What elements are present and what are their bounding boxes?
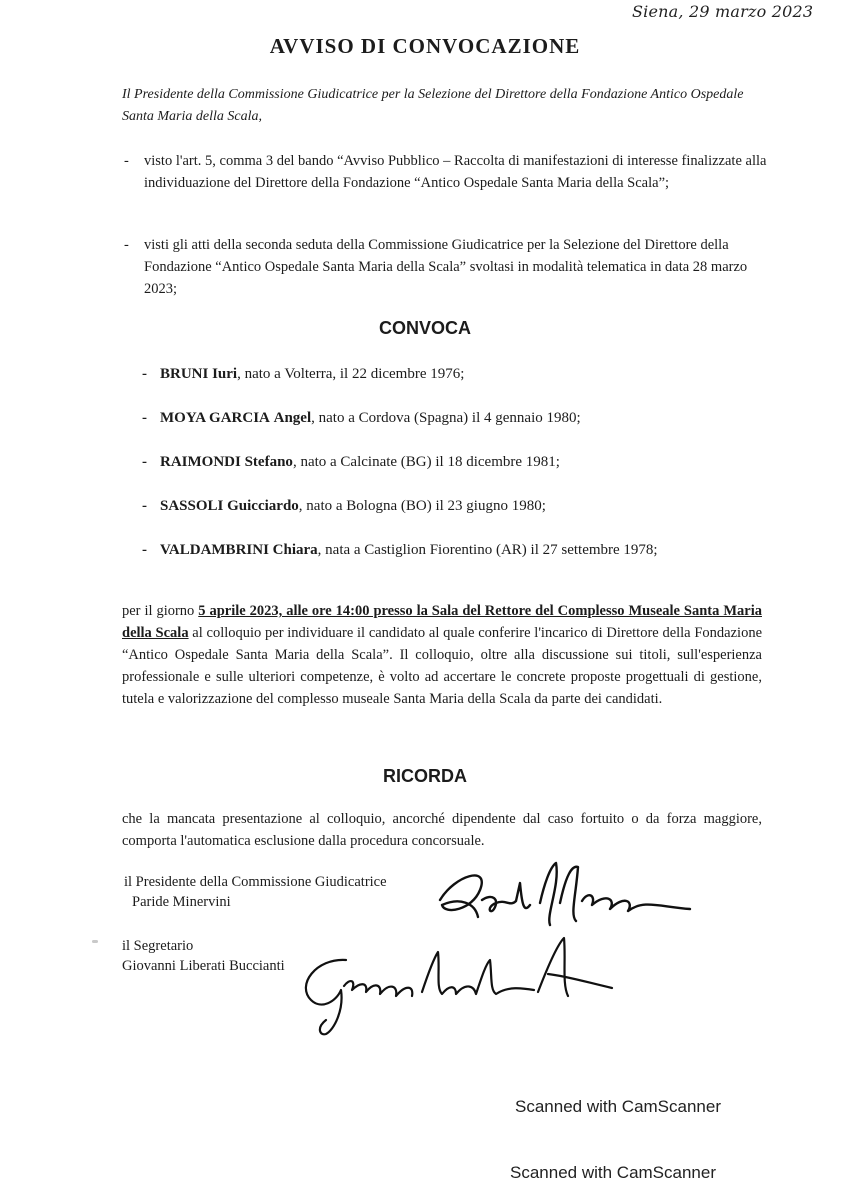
list-bullet: - <box>142 454 147 470</box>
list-bullet: - <box>124 153 129 169</box>
candidate-details: , nato a Bologna (BO) il 23 giugno 1980; <box>298 498 546 514</box>
scan-artifact <box>92 940 98 943</box>
candidate-item <box>142 496 780 516</box>
convocation-paragraph <box>122 600 762 710</box>
president-name: Paride Minervini <box>132 894 231 910</box>
candidate-details: , nato a Calcinate (BG) il 18 dicembre 1981; <box>292 454 560 470</box>
candidate-name: Iuri <box>212 366 238 382</box>
candidate-item <box>142 408 780 428</box>
president-signature-block <box>124 872 387 912</box>
candidate-name: Stefano <box>244 454 293 470</box>
premise-item <box>124 150 776 194</box>
candidate-details: , nato a Volterra, il 22 dicembre 1976; <box>237 366 465 382</box>
secretary-role: il Segretario <box>122 938 194 954</box>
list-bullet: - <box>142 366 147 382</box>
list-bullet: - <box>142 498 147 514</box>
president-role: il Presidente della Commissione Giudicatrice <box>124 874 387 890</box>
candidate-item <box>142 452 780 472</box>
candidate-item <box>142 364 780 384</box>
document-title: AVVISO DI CONVOCAZIONE <box>269 34 581 58</box>
list-bullet: - <box>142 542 147 558</box>
secretary-name: Giovanni Liberati Buccianti <box>122 958 285 974</box>
secretary-signature-icon <box>286 930 616 1040</box>
ricorda-heading: RICORDA <box>383 766 467 786</box>
camscanner-watermark: Scanned with CamScanner <box>515 1097 722 1116</box>
convocation-lead: per il giorno <box>122 603 199 619</box>
camscanner-watermark: Scanned with CamScanner <box>510 1163 717 1182</box>
reminder-paragraph: che la mancata presentazione al colloquio, ancorché dipendente dal caso fortuito o da forza maggiore, comporta l'automatica esclusione dalla procedura concorsuale. <box>122 811 762 849</box>
candidate-surname: RAIMONDI <box>160 454 241 470</box>
convocation-date-place: 5 aprile 2023, alle ore 14:00 presso la Sala del Rettore del Complesso Museale Santa Maria della Scala <box>122 603 762 641</box>
handwritten-date: Siena, 29 marzo 2023 <box>632 2 814 21</box>
candidate-name: Guicciardo <box>227 498 299 514</box>
list-bullet: - <box>142 410 147 426</box>
candidate-surname: MOYA GARCIA <box>160 410 270 426</box>
candidate-details: , nata a Castiglion Fiorentino (AR) il 27 settembre 1978; <box>317 542 658 558</box>
premise-text: visti gli atti della seconda seduta della Commissione Giudicatrice per la Selezione del Direttore della Fondazione “Antico Ospedale Santa Maria della Scala” svoltasi in modalità telematica in data 28 marzo 2023; <box>144 237 748 297</box>
premise-text: visto l'art. 5, comma 3 del bando “Avviso Pubblico – Raccolta di manifestazioni di interesse finalizzate alla individuazione del Direttore della Fondazione “Antico Ospedale Santa Maria della Scala”; <box>144 153 767 191</box>
president-signature-icon <box>420 855 710 935</box>
candidate-surname: SASSOLI <box>160 498 224 514</box>
candidate-surname: BRUNI <box>160 366 209 382</box>
convocation-rest: al colloquio per individuare il candidato al quale conferire l'incarico di Direttore della Fondazione “Antico Ospedale Santa Maria della Scala”. Il colloquio, oltre alla discussione sui titoli, sull'esperienza professionale e sulle ulteriori competenze, è volto ad accertare le concrete proposte progettuali di gestione, tutela e valorizzazione del complesso museale Santa Maria della Scala da parte dei candidati. <box>122 625 763 707</box>
intro-paragraph: Il Presidente della Commissione Giudicatrice per la Selezione del Direttore della Fondazione Antico Ospedale Santa Maria della Scala, <box>122 87 744 124</box>
premise-item <box>124 234 776 300</box>
list-bullet: - <box>124 237 129 253</box>
candidate-name: Angel <box>273 410 312 426</box>
convoca-heading: CONVOCA <box>378 318 471 338</box>
candidate-details: , nato a Cordova (Spagna) il 4 gennaio 1980; <box>311 410 581 426</box>
candidate-surname: VALDAMBRINI <box>160 542 269 558</box>
candidate-item <box>142 540 780 560</box>
secretary-signature-block <box>122 936 285 976</box>
candidate-name: Chiara <box>272 542 318 558</box>
